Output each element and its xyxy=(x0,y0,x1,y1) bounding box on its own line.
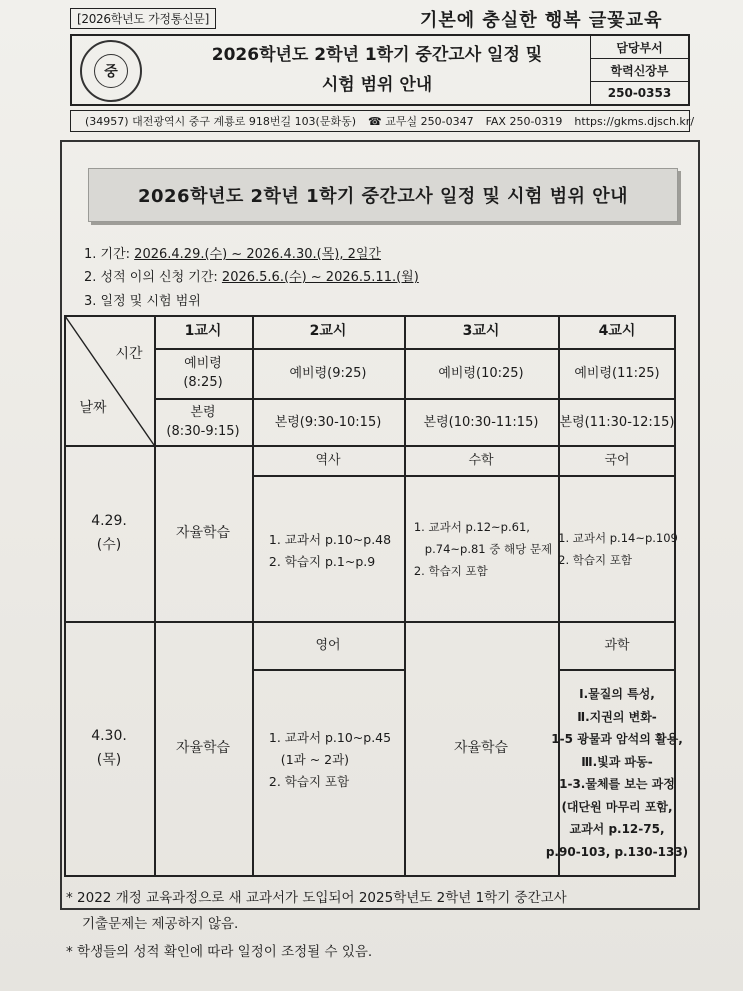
period-1-header: 1교시 xyxy=(184,323,222,339)
department-box xyxy=(590,36,688,104)
day-1-period-3-range: 1. 교과서 p.12~p.61, p.74~p.81 중 해당 문제 2. 학습지 포함 xyxy=(413,520,553,578)
header-title-line1: 2026학년도 2학년 1학기 중간고사 일정 및 xyxy=(211,45,543,65)
prep-bell-4: 예비령(11:25) xyxy=(574,365,660,381)
notice-tag: [2026학년도 가정통신문] xyxy=(70,8,216,29)
note-1-line-1: * 2022 개정 교육과정으로 새 교과서가 도입되어 2025학년도 2학년 1학기 중간고사 xyxy=(66,890,567,906)
prep-bell-2: 예비령(9:25) xyxy=(289,365,367,381)
day-2-period-2-subject: 영어 xyxy=(315,637,341,653)
day-1-period-2-subject: 역사 xyxy=(315,452,341,468)
main-title: 2026학년도 2학년 1학기 중간고사 일정 및 시험 범위 안내 xyxy=(88,168,678,222)
day-1-period-3-subject: 수학 xyxy=(468,452,494,468)
schedule-heading: 3. 일정 및 시험 범위 xyxy=(84,294,201,309)
period-4-header: 4교시 xyxy=(598,323,636,339)
dept-name: 학력신장부 xyxy=(591,59,688,82)
day-2-period-4-range: Ⅰ.물질의 특성, Ⅱ.지권의 변화- 1-5 광물과 암석의 활용, Ⅲ.빛과 파동- 1-3.물체를 보는 과정 (대단원 마무리 포함, 교과서 p.12-75, p.90-103, p.130-133) xyxy=(545,687,689,859)
day-2-period-2-range: 1. 교과서 p.10~p.45 (1과 ~ 2과) 2. 학습지 포함 xyxy=(268,730,392,789)
school-url[interactable]: https://gkms.djsch.kr/ xyxy=(574,114,695,128)
document-header xyxy=(70,34,690,106)
appeal-period-value: 2026.5.6.(수) ~ 2026.5.11.(월) xyxy=(221,270,419,285)
school-motto: 기본에 충실한 행복 글꽃교육 xyxy=(420,10,663,31)
main-bell-2: 본령(9:30-10:15) xyxy=(274,414,382,430)
corner-diagonal xyxy=(64,315,155,446)
note-1-line-2: 기출문제는 제공하지 않음. xyxy=(82,916,239,932)
note-2: * 학생들의 성적 확인에 따라 일정이 조정될 수 있음. xyxy=(66,944,373,960)
day-1-period-4-subject: 국어 xyxy=(604,452,630,468)
day-2-period-4-subject: 과학 xyxy=(604,637,630,653)
day-2-period-2-range-wrap xyxy=(260,715,400,805)
exam-period-label: 1. 기간: xyxy=(84,247,135,262)
period-3-header: 3교시 xyxy=(462,323,500,339)
main-bell-3: 본령(10:30-11:15) xyxy=(423,414,539,430)
day-2-period-4-range-wrap xyxy=(545,675,689,871)
seal-emblem: 중 xyxy=(94,54,128,88)
prep-bell-1: 예비령 (8:25) xyxy=(183,356,223,390)
exam-period-value: 2026.4.29.(수) ~ 2026.4.30.(목), 2일간 xyxy=(134,247,381,262)
main-bell-4: 본령(11:30-12:15) xyxy=(559,414,675,430)
address-bar xyxy=(70,110,695,132)
day-1-period-2-range-wrap xyxy=(260,521,400,581)
header-title xyxy=(162,36,592,104)
dept-phone: 250-0353 xyxy=(607,86,672,100)
day-2-period-1: 자율학습 xyxy=(175,739,231,756)
period-2-header: 2교시 xyxy=(309,323,347,339)
main-bell-1: 본령 (8:30-9:15) xyxy=(166,405,240,439)
office-phone: ☎ 교무실 250-0347 xyxy=(368,115,474,128)
prep-bell-3: 예비령(10:25) xyxy=(438,365,524,381)
header-title-line2: 시험 범위 안내 xyxy=(321,75,433,95)
day-1-period-3-range-wrap xyxy=(410,515,556,583)
day-2-date: 4.30. (목) xyxy=(91,728,127,768)
appeal-period-label: 2. 성적 이의 신청 기간: xyxy=(84,270,222,285)
day-1-date: 4.29. (수) xyxy=(91,513,127,553)
school-seal-icon xyxy=(80,40,142,102)
corner-time-label: 시간 xyxy=(115,345,143,362)
day-1-period-2-range: 1. 교과서 p.10~p.48 2. 학습지 p.1~p.9 xyxy=(268,532,392,569)
exam-period xyxy=(84,243,381,262)
day-1-period-4-range-wrap xyxy=(558,521,678,577)
day-1-period-1: 자율학습 xyxy=(175,524,231,541)
appeal-period xyxy=(84,266,419,285)
schedule-table xyxy=(64,315,689,877)
postal-address: (34957) 대전광역시 중구 계룡로 918번길 103(문화동) xyxy=(85,115,357,128)
day-2-period-3: 자율학습 xyxy=(453,739,509,756)
corner-date-label: 날짜 xyxy=(79,399,107,416)
day-1-period-4-range: 1. 교과서 p.14~p.109 2. 학습지 포함 xyxy=(558,531,678,567)
fax-number: FAX 250-0319 xyxy=(485,114,563,128)
dept-label: 담당부서 xyxy=(591,36,688,59)
